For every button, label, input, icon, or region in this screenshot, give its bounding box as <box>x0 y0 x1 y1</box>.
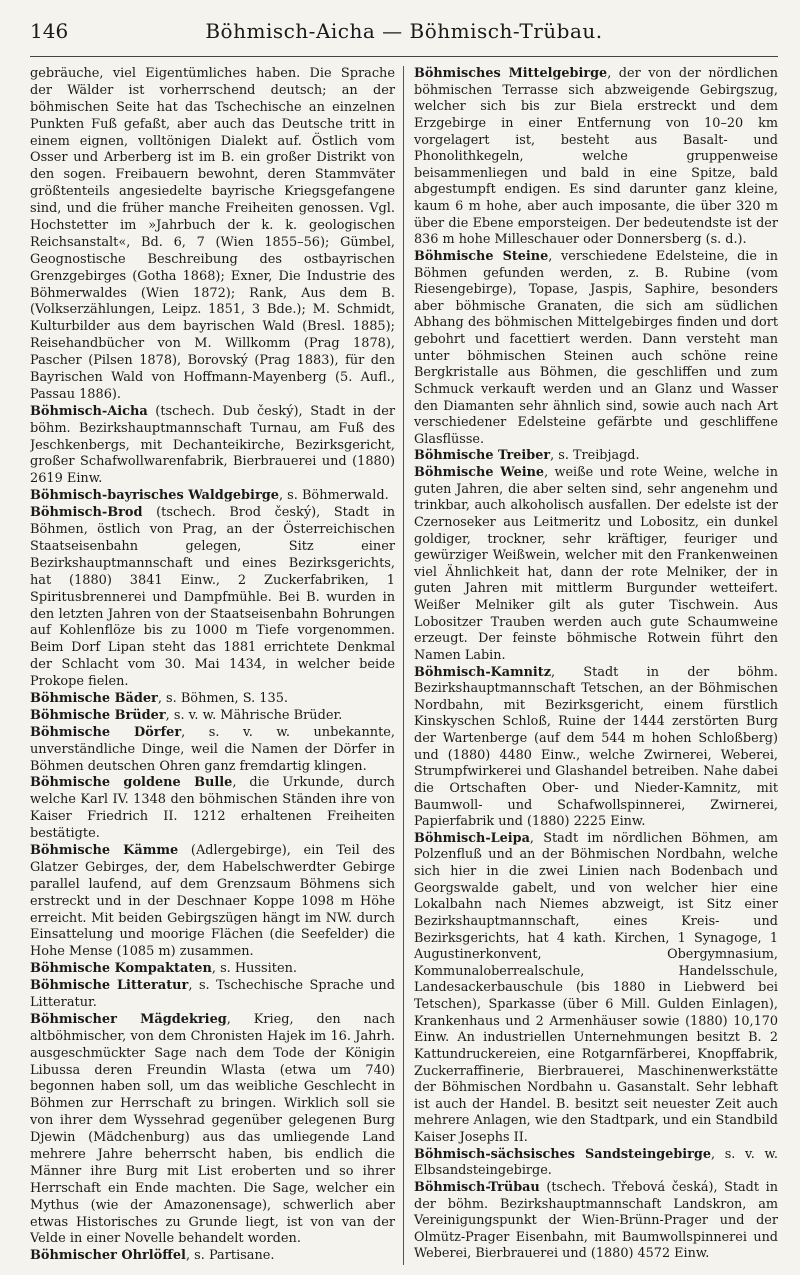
entry-headword: Böhmische Dörfer <box>30 724 182 740</box>
dictionary-entry <box>414 831 778 1147</box>
entry-headword: Böhmische Brüder <box>30 707 166 723</box>
entry-headword: Böhmische Bäder <box>30 690 158 706</box>
entry-headword: Böhmische Litteratur <box>30 978 189 994</box>
entry-headword: Böhmisch-bayrisches Waldgebirge <box>30 488 279 504</box>
entry-text: , Krieg, den nach altböhmischer, von dem Chronisten Hajek im 16. Jahrh. ausgeschmückter Sage nach dem Tode der Königin Libussa deren Freundin Wlasta (etwa um 740) begonnen haben soll, um das weibliche Geschlecht in Böhmen zur Herrschaft zu bringen. Wirklich soll sie von ihrer dem Wyssehrad gegenüber gelegenen Burg Djewin (Mädchenburg) aus das umliegende Land mehrere Jahre beherrscht haben, bis endlich die Männer ihre Burg mit List eroberten und so ihrer Herrschaft ein Ende machten. Die Sage, welcher ein Mythus (wie der Amazonensage), schwerlich aber etwas Historisches zu Grunde liegt, ist von van der Velde in einer Novelle behandelt worden. <box>30 1011 395 1247</box>
page-header <box>30 14 778 48</box>
header-divider <box>30 56 778 57</box>
entry-text: , s. v. w. Elbsandsteingebirge. <box>414 1146 778 1179</box>
entry-headword: Böhmisch-Brod <box>30 505 143 521</box>
entry-text: , der von der nördlichen böhmischen Terrasse sich abzweigende Gebirgszug, welcher sich bis zur Biela erstreckt und dem Erzgebirge in einer Entfernung von 10–20 km vorgelagert ist, besteht aus Basalt- und Phonolithkegeln, welche gruppenweise beisammenliegen und bald in eine Spitze, bald abgestumpft endigen. Es sind darunter ganz kleine, kaum 6 m hohe, aber auch imposante, die über 320 m über die Ebene emporsteigen. Der bedeutendste ist der 836 m hohe Milleschauer oder Donnersberg (s. d.). <box>414 66 778 248</box>
right-column <box>404 66 778 1265</box>
entry-headword: Böhmische Steine <box>414 248 549 264</box>
entry-text: , verschiedene Edelsteine, die in Böhmen gefunden werden, z. B. Rubine (vom Riesengebirge), Topase, Jaspis, Saphire, besonders aber böhmische Granaten, die sich am südlichen Abhang des böhmischen Mittelgebirges finden und dort gebohrt und facettiert werden. Dann versteht man unter böhmischen Steinen auch schöne reine Bergkristalle aus Böhmen, die geschliffen und zum Schmuck verkauft werden und an Glanz und Wasser den Diamanten sehr ähnlich sind, sowie auch nach Art verschiedener Edelsteine gefärbte und geschliffene Glasflüsse. <box>414 248 778 447</box>
entry-text: (Adlergebirge), ein Teil des Glatzer Gebirges, der, dem Habelschwerdter Gebirge parallel laufend, auf dem Grenzsaum Böhmens sich erstreckt und in der Deschnaer Koppe 1098 m Höhe erreicht. Mit beiden Gebirgszügen hängt im NW. durch Einsattelung und moorige Flächen (die Seefelder) die Hohe Mense (1085 m) zusammen. <box>30 842 395 960</box>
dictionary-entry <box>414 66 778 249</box>
dictionary-entry <box>30 66 395 404</box>
entry-text: , s. v. w. unbekannte, unverständliche Dinge, weil die Namen der Dörfer in Böhmen deutschen Ohren ganz fremdartig klingen. <box>30 724 395 774</box>
entry-text: (tschech. Dub český), Stadt in der böhm. Bezirkshauptmannschaft Turnau, am Fuß des Jeschkenbergs, mit Dechanteikirche, Bezirksgericht, großer Schafwollwarenfabrik, Bierbrauerei und (1880) 2619 Einw. <box>30 403 395 487</box>
entry-headword: Böhmisch-Aicha <box>30 403 148 419</box>
dictionary-entry <box>414 1147 778 1180</box>
entry-text: , s. Hussiten. <box>211 961 297 977</box>
dictionary-entry <box>30 843 395 961</box>
dictionary-entry <box>30 725 395 776</box>
entry-text: , weiße und rote Weine, welche in guten Jahren, die aber selten sind, sehr angenehm und trinkbar, auch alkoholisch ausfallen. Der edelste ist der Czernoseker aus Leitmeritz und Lobositz, ein dunkel goldiger, trockner, sehr kräftiger, feuriger und gewürziger Weißwein, welcher mit den Frankenweinen viel Ähnlichkeit hat, dann der rote Melniker, der in guten Jahren mit mittlerm Burgunder wetteifert. Weißer Melniker gilt als guter Tischwein. Aus Lobositzer Trauben werden auch gute Schaumweine erzeugt. Der feinste böhmische Rotwein führt den Namen Labin. <box>414 465 778 663</box>
dictionary-entry <box>30 1012 395 1248</box>
dictionary-entry <box>414 448 778 465</box>
entry-text: (tschech. Brod český), Stadt in Böhmen, östlich von Prag, an der Österreichischen Staatseisenbahn gelegen, Sitz einer Bezirkshauptmannschaft und eines Bezirksgerichts, hat (1880) 3841 Einw., 2 Zuckerfabriken, 1 Spiritusbrennerei und Dampfmühle. Bei B. wurden in den letzten Jahren von der Staatseisenbahn Bohrungen auf Kohlenflöze bis zu 1000 m Tiefe vorgenommen. Beim Dorf Lipan steht das 1881 errichtete Denkmal der Schlacht vom 30. Mai 1434, in welcher beide Prokope fielen. <box>30 505 395 690</box>
entry-headword: Böhmisch-Kamnitz <box>414 664 551 680</box>
entry-text: , s. Partisane. <box>185 1248 275 1264</box>
dictionary-entry <box>30 961 395 978</box>
left-column <box>30 66 404 1265</box>
dictionary-entry <box>30 505 395 691</box>
entry-text: , Stadt in der böhm. Bezirkshauptmannschaft Tetschen, an der Böhmischen Nordbahn, mit Bezirksgericht, einem fürstlich Kinskyschen Schloß, Ruine der 1444 zerstörten Burg der Wartenberge (auf dem 544 m hohen Schloßberg) und (1880) 4480 Einw., welche Zwirnerei, Weberei, Strumpfwirkerei und Glashandel betreiben. Nahe dabei die Ortschaften Ober- und Nieder-Kamnitz, mit Baumwoll- und Schafwollspinnerei, Zwirnerei, Papierfabrik und (1880) 2225 Einw. <box>414 664 778 830</box>
page-number: 146 <box>30 19 69 43</box>
text-columns <box>30 66 778 1265</box>
entry-headword: Böhmisch-Trübau <box>414 1179 540 1195</box>
entry-text: gebräuche, viel Eigentümliches haben. Die Sprache der Wälder ist vorherrschend deutsch; an der böhmischen Seite hat das Tschechische an einzelnen Punkten Fuß gefaßt, aber auch das Deutsche tritt in einem eignen, volltönigen Dialekt auf. Östlich vom Osser und Arberberg ist im B. ein großer Distrikt von den sogen. Freibauern bewohnt, deren Stammväter größtenteils angesiedelte bayrische Kriegsgefangene sind, und die früher manche Freiheiten genossen. Vgl. Hochstetter im »Jahrbuch der k. k. geologischen Reichsanstalt«, Bd. 6, 7 (Wien 1855–56); Gümbel, Geognostische Beschreibung des ostbayrischen Grenzgebirges (Gotha 1868); Exner, Die Industrie des Böhmerwaldes (Wien 1872); Rank, Aus dem B. (Volkserzählungen, Leipz. 1851, 3 Bde.); M. Schmidt, Kulturbilder aus dem bayrischen Wald (Bresl. 1885); Reisehandbücher von M. Willkomm (Prag 1878), Pascher (Pilsen 1878), Borovský (Prag 1883), für den Bayrischen Wald von Hoffmann-Mayenberg (5. Aufl., Passau 1886). <box>30 66 395 402</box>
running-title: Böhmisch-Aicha — Böhmisch-Trübau. <box>205 19 603 43</box>
dictionary-entry <box>30 775 395 843</box>
entry-headword: Böhmische Weine <box>414 465 545 480</box>
dictionary-entry <box>30 708 395 725</box>
entry-headword: Böhmische Treiber <box>414 448 551 464</box>
dictionary-entry <box>414 1180 778 1263</box>
entry-text: , die Urkunde, durch welche Karl IV. 1348 den böhmischen Ständen ihre von Kaiser Friedrich II. 1212 erhaltenen Freiheiten bestätigte. <box>30 775 395 842</box>
entry-headword: Böhmische Kämme <box>30 842 179 858</box>
dictionary-entry <box>30 691 395 708</box>
entry-headword: Böhmisch-Leipa <box>414 830 530 846</box>
dictionary-entry <box>414 465 778 665</box>
entry-text: , s. Böhmerwald. <box>278 488 389 504</box>
entry-text: , s. Tschechische Sprache und Litteratur. <box>30 978 395 1010</box>
dictionary-entry <box>30 488 395 505</box>
entry-headword: Böhmischer Ohrlöffel <box>30 1248 186 1264</box>
entry-headword: Böhmisches Mittelgebirge <box>414 66 608 81</box>
dictionary-entry <box>30 1248 395 1265</box>
entry-headword: Böhmisch-sächsisches Sandsteingebirge <box>414 1146 711 1162</box>
entry-text: , s. v. w. Mährische Brüder. <box>165 707 343 723</box>
dictionary-entry <box>30 404 395 488</box>
entry-text: , Stadt im nördlichen Böhmen, am Polzenfluß und an der Böhmischen Nordbahn, welche sich hier in die zwei Linien nach Bodenbach und Georgswalde gabelt, und von welcher hier eine Lokalbahn nach Niemes abzweigt, ist Sitz einer Bezirkshauptmannschaft, eines Kreis- und Bezirksgerichts, hat 4 kath. Kirchen, 1 Synagoge, 1 Augustinerkonvent, Obergymnasium, Kommunaloberrealschule, Handelsschule, Landesackerbauschule (bis 1880 in Liebwerd bei Tetschen), Sparkasse (über 6 Mill. Gulden Einlagen), Krankenhaus und 2 Armenhäuser sowie (1880) 10,170 Einw. An industriellen Unternehmungen besitzt B. 2 Kattundruckereien, eine Rotgarnfärberei, Knopffabrik, Zuckerraffinerie, Bierbrauerei, Maschinenwerkstätte der Böhmischen Nordbahn u. Gasanstalt. Sehr lebhaft ist auch der Handel. B. besitzt seit neuester Zeit auch mehrere Anlagen, wie den Stadtpark, und ein Standbild Kaiser Josephs II. <box>414 830 778 1145</box>
entry-text: , s. Treibjagd. <box>550 448 640 464</box>
entry-headword: Böhmische goldene Bulle <box>30 775 233 791</box>
dictionary-entry <box>30 978 395 1012</box>
entry-text: (tschech. Třebová česká), Stadt in der böhm. Bezirkshauptmannschaft Landskron, am Vereinigungspunkt der Wien-Brünn-Prager und der Olmütz-Prager Eisenbahn, mit Baumwollspinnerei und Weberei, Bierbrauerei und (1880) 4572 Einw. <box>414 1179 778 1262</box>
entry-text: , s. Böhmen, S. 135. <box>157 690 288 706</box>
dictionary-entry <box>414 249 778 449</box>
entry-headword: Böhmischer Mägdekrieg <box>30 1011 227 1027</box>
dictionary-entry <box>414 665 778 831</box>
entry-headword: Böhmische Kompaktaten <box>30 961 212 977</box>
